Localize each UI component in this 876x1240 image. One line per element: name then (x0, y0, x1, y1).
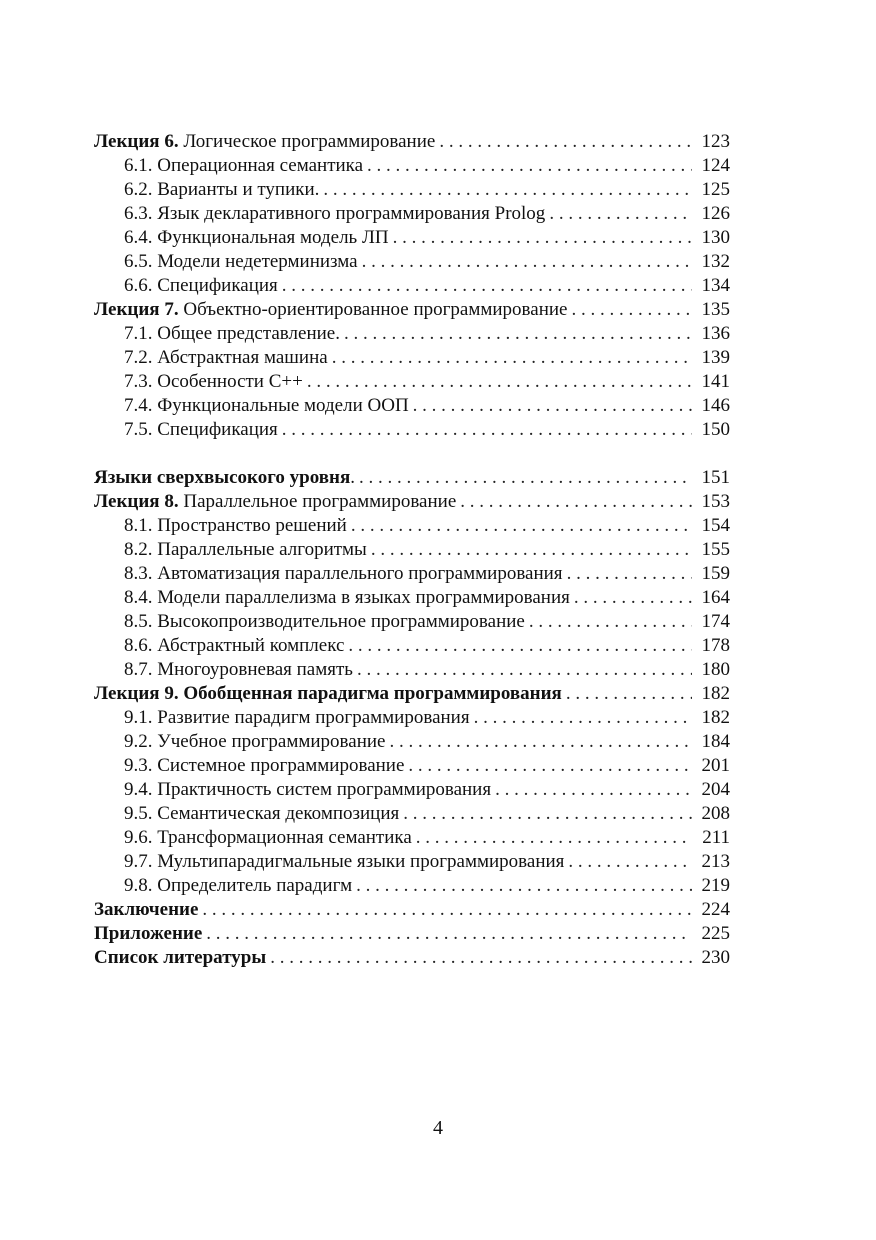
toc-entry-text: Объектно-ориентированное программирование (178, 299, 568, 320)
dot-leader (202, 898, 692, 922)
toc-page-number: 182 (701, 707, 730, 728)
toc-entry-title (124, 874, 352, 898)
dot-leader (460, 490, 692, 514)
toc-page-number: 139 (701, 347, 730, 368)
toc-entry-title (124, 226, 389, 250)
dot-leader (439, 130, 692, 154)
dot-leader (307, 370, 692, 394)
toc-entry-text: 6.2. Варианты и тупики. (124, 179, 320, 200)
toc-entry-bold-title: Лекция 7. (94, 299, 179, 320)
toc-entry-text: Параллельное программирование (178, 491, 457, 512)
dot-leader (413, 394, 692, 418)
toc-entry-text: 8.6. Абстрактный комплекс (124, 635, 345, 656)
toc-subentry (94, 706, 730, 730)
toc-subentry (94, 178, 730, 202)
toc-page-number: 155 (701, 539, 730, 560)
toc-entry-text: 9.1. Развитие парадигм программирования (124, 707, 470, 728)
toc-page-number: 180 (701, 659, 730, 680)
toc-entry-text: 9.3. Системное программирование (124, 755, 405, 776)
toc-page-number: 201 (701, 755, 730, 776)
toc-subentry (94, 274, 730, 298)
toc-page-number: 208 (701, 803, 730, 824)
toc-entry-text: 7.5. Спецификация (124, 419, 278, 440)
toc-entry-title (94, 946, 266, 970)
dot-leader (351, 514, 692, 538)
dot-leader (359, 466, 692, 490)
toc-page-number: 123 (701, 131, 730, 152)
toc-page-number: 126 (701, 203, 730, 224)
toc-subentry (94, 418, 730, 442)
toc-entry-title (124, 322, 340, 346)
toc-subentry (94, 658, 730, 682)
toc-entry-title (124, 754, 404, 778)
toc-entry-text: Логическое программирование (178, 131, 436, 152)
toc-subentry (94, 202, 730, 226)
toc-entry-title (124, 802, 399, 826)
dot-leader (282, 274, 692, 298)
dot-leader (371, 538, 692, 562)
toc-entry-title (124, 850, 564, 874)
toc-page-number: 134 (701, 275, 730, 296)
dot-leader (529, 610, 692, 634)
toc-page-number: 159 (701, 563, 730, 584)
toc-entry (94, 130, 730, 154)
toc-entry (94, 898, 730, 922)
dot-leader (393, 226, 692, 250)
dot-leader (474, 706, 692, 730)
dot-leader (549, 202, 692, 226)
toc-page-number: 154 (701, 515, 730, 536)
dot-leader (416, 826, 692, 850)
toc-entry-title (94, 682, 562, 706)
toc-entry-title (124, 154, 363, 178)
dot-leader (367, 154, 692, 178)
toc-page-number: 151 (701, 467, 730, 488)
toc-entry-title (124, 610, 525, 634)
toc-page-number: 153 (701, 491, 730, 512)
toc-entry-title (94, 922, 202, 946)
toc-entry-text: 9.4. Практичность систем программирования (124, 779, 492, 800)
toc-entry-text: 8.3. Автоматизация параллельного программирования (124, 563, 563, 584)
toc-entry-title (94, 466, 355, 490)
toc-subentry (94, 514, 730, 538)
toc-page-number: 125 (701, 179, 730, 200)
dot-leader (332, 346, 692, 370)
toc-page-number: 224 (701, 899, 730, 920)
toc-subentry (94, 346, 730, 370)
toc-entry-title (124, 346, 328, 370)
toc-entry-bold-title: Лекция 8. (94, 491, 179, 512)
toc-entry-bold-title: Список литературы (94, 947, 267, 968)
toc-page-number: 132 (701, 251, 730, 272)
toc-entry-title (124, 514, 347, 538)
toc-entry (94, 682, 730, 706)
toc-entry (94, 946, 730, 970)
toc-subentry (94, 850, 730, 874)
toc-entry-title (124, 586, 570, 610)
toc-entry-text: 9.6. Трансформационная семантика (124, 827, 412, 848)
dot-leader (344, 322, 692, 346)
toc-subentry (94, 538, 730, 562)
dot-leader (566, 682, 692, 706)
toc-page-number: 174 (701, 611, 730, 632)
dot-leader (574, 586, 692, 610)
dot-leader (362, 250, 692, 274)
toc-page-number: 184 (701, 731, 730, 752)
dot-leader (270, 946, 692, 970)
toc-entry-title (124, 250, 358, 274)
toc-entry-text: 9.8. Определитель парадигм (124, 875, 353, 896)
toc-entry-title (94, 490, 456, 514)
toc-subentry (94, 586, 730, 610)
toc-entry-title (94, 130, 435, 154)
toc-entry (94, 298, 730, 322)
toc-entry-text: 8.4. Модели параллелизма в языках программирования (124, 587, 570, 608)
toc-entry-title (124, 418, 278, 442)
toc-page-number: 225 (701, 923, 730, 944)
table-of-contents (94, 130, 730, 970)
toc-entry-bold-title: Лекция 9. Обобщенная парадигма программирования (94, 683, 562, 704)
dot-leader (323, 178, 692, 202)
toc-entry-title (124, 370, 303, 394)
toc-subentry (94, 802, 730, 826)
toc-subentry (94, 826, 730, 850)
toc-page-number: 136 (701, 323, 730, 344)
toc-subentry (94, 226, 730, 250)
toc-page-number: 146 (701, 395, 730, 416)
toc-page-number: 213 (701, 851, 730, 872)
toc-page-number: 141 (701, 371, 730, 392)
toc-entry-text: 8.5. Высокопроизводительное программирование (124, 611, 525, 632)
toc-subentry (94, 370, 730, 394)
dot-leader (348, 634, 692, 658)
toc-entry-bold-title: Лекция 6. (94, 131, 179, 152)
toc-page-number: 150 (701, 419, 730, 440)
toc-entry-title (124, 634, 344, 658)
toc-subentry (94, 250, 730, 274)
toc-entry-text: 7.2. Абстрактная машина (124, 347, 328, 368)
toc-entry-title (124, 394, 409, 418)
toc-entry-text: 6.6. Спецификация (124, 275, 278, 296)
toc-entry-text: 9.7. Мультипарадигмальные языки программирования (124, 851, 565, 872)
toc-page-number: 130 (701, 227, 730, 248)
toc-page-number: 204 (701, 779, 730, 800)
page-number: 4 (433, 1117, 443, 1139)
toc-entry-title (124, 658, 353, 682)
toc-entry-text: 8.2. Параллельные алгоритмы (124, 539, 367, 560)
toc-entry-title (124, 538, 367, 562)
toc-subentry (94, 634, 730, 658)
dot-leader (357, 658, 692, 682)
toc-entry-title (94, 898, 198, 922)
toc-entry-text: 8.7. Многоуровневая память (124, 659, 353, 680)
toc-entry-text: 9.5. Семантическая декомпозиция (124, 803, 400, 824)
toc-entry-text: 7.4. Функциональные модели ООП (124, 395, 409, 416)
toc-page-number: 135 (701, 299, 730, 320)
dot-leader (403, 802, 692, 826)
toc-entry-text: 6.5. Модели недетерминизма (124, 251, 358, 272)
toc-entry-title (124, 826, 412, 850)
toc-entry-title (124, 730, 385, 754)
toc-subentry (94, 874, 730, 898)
toc-subentry (94, 562, 730, 586)
dot-leader (568, 850, 692, 874)
toc-subentry (94, 754, 730, 778)
toc-entry (94, 466, 730, 490)
toc-entry-text: 7.3. Особенности C++ (124, 371, 303, 392)
toc-entry-text: . (350, 467, 355, 488)
toc-entry-title (124, 706, 470, 730)
toc-subentry (94, 730, 730, 754)
toc-entry-bold-title: Приложение (94, 923, 203, 944)
toc-entry-title (124, 562, 563, 586)
toc-subentry (94, 394, 730, 418)
dot-leader (408, 754, 692, 778)
toc-entry-title (124, 202, 545, 226)
toc-page-number: 178 (701, 635, 730, 656)
toc-subentry (94, 778, 730, 802)
dot-leader (389, 730, 692, 754)
toc-entry-bold-title: Языки сверхвысокого уровня (94, 467, 351, 488)
toc-subentry (94, 154, 730, 178)
toc-entry-text: 6.3. Язык декларативного программирования Prolog (124, 203, 546, 224)
toc-entry-title (94, 298, 567, 322)
toc-entry-text: 7.1. Общее представление. (124, 323, 340, 344)
toc-subentry (94, 322, 730, 346)
dot-leader (206, 922, 692, 946)
toc-page-number: 211 (702, 827, 730, 848)
dot-leader (567, 562, 692, 586)
toc-entry (94, 490, 730, 514)
toc-entry-title (124, 274, 278, 298)
toc-entry-text: 9.2. Учебное программирование (124, 731, 386, 752)
dot-leader (356, 874, 692, 898)
toc-entry (94, 922, 730, 946)
toc-page-number: 230 (701, 947, 730, 968)
toc-entry-text: 6.4. Функциональная модель ЛП (124, 227, 389, 248)
dot-leader (282, 418, 692, 442)
toc-entry-title (124, 178, 319, 202)
toc-entry-title (124, 778, 491, 802)
dot-leader (571, 298, 692, 322)
toc-entry-bold-title: Заключение (94, 899, 199, 920)
toc-entry-text: 6.1. Операционная семантика (124, 155, 364, 176)
toc-page-number: 164 (701, 587, 730, 608)
toc-page-number: 124 (701, 155, 730, 176)
toc-subentry (94, 610, 730, 634)
dot-leader (495, 778, 692, 802)
toc-page-number: 219 (701, 875, 730, 896)
toc-entry-text: 8.1. Пространство решений (124, 515, 347, 536)
toc-page-number: 182 (701, 683, 730, 704)
